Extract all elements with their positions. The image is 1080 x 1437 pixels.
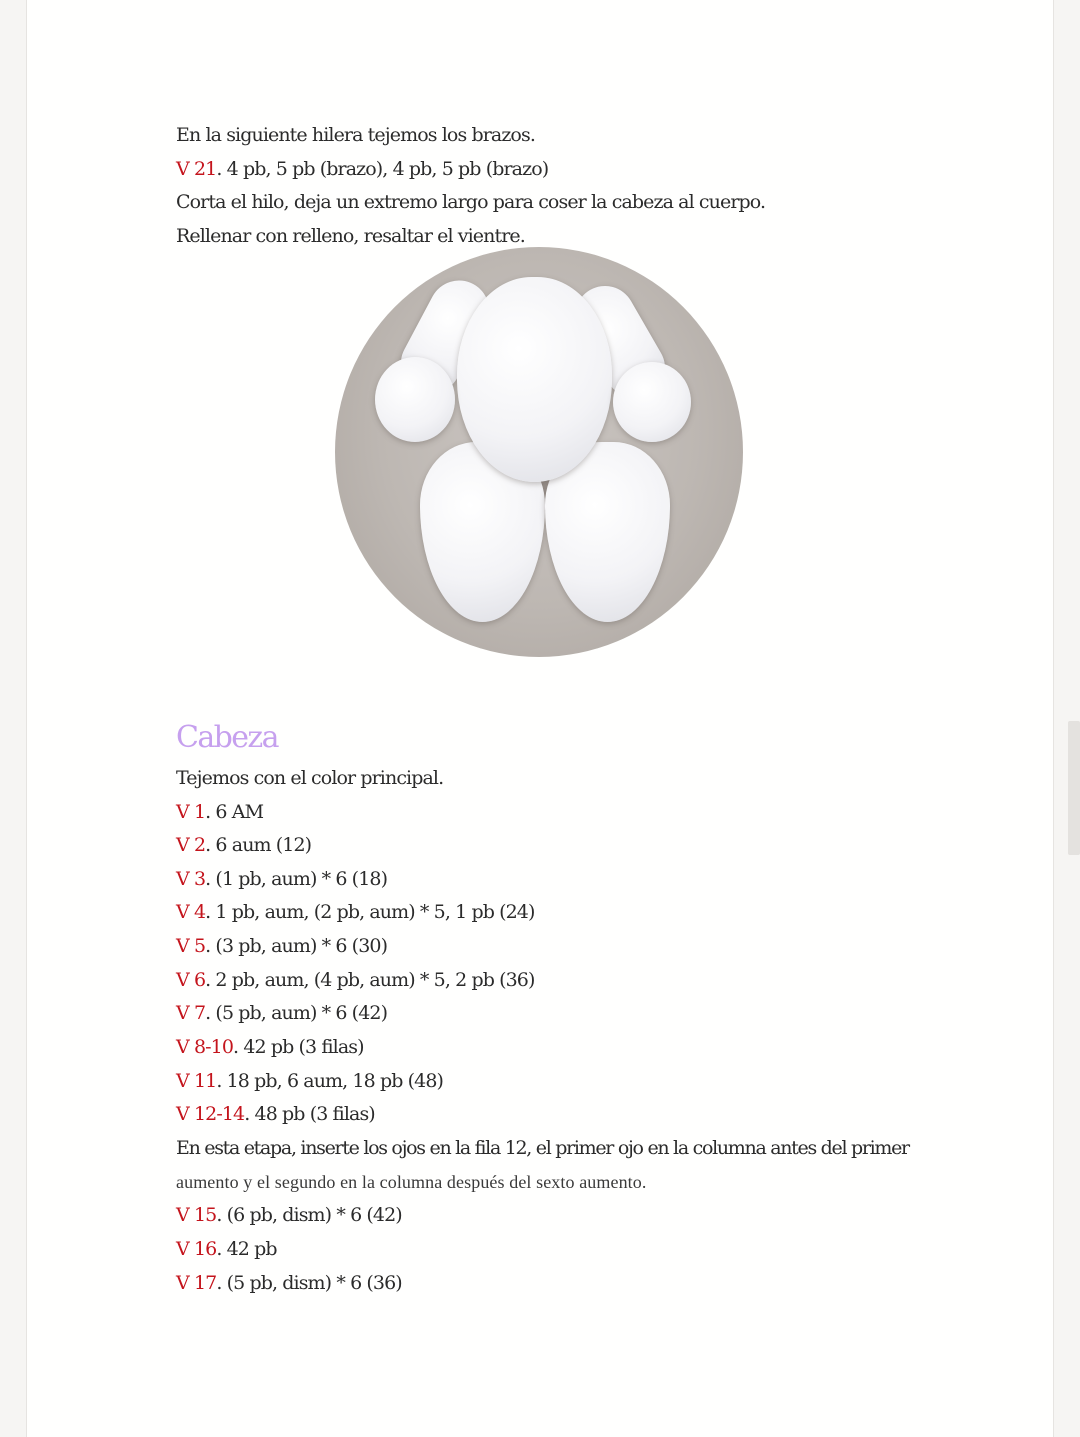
amigurumi-body-photo bbox=[335, 247, 743, 657]
row-label: V 7 bbox=[176, 1002, 206, 1024]
pattern-row bbox=[176, 968, 535, 992]
row-label: V 2 bbox=[176, 834, 206, 856]
row-instructions: . 42 pb (3 filas) bbox=[233, 1036, 364, 1058]
row-instructions: . 6 aum (12) bbox=[205, 834, 312, 856]
row-instructions: . 2 pb, aum, (4 pb, aum) * 5, 2 pb (36) bbox=[205, 969, 535, 991]
pattern-row bbox=[176, 1035, 364, 1059]
row-label: V 15 bbox=[176, 1204, 217, 1226]
eye-placement-note-continued: aumento y el segundo en la columna después del sexto aumento. bbox=[176, 1172, 647, 1192]
section-intro: Tejemos con el color principal. bbox=[176, 767, 444, 789]
vertical-scrollbar[interactable] bbox=[1066, 0, 1080, 1437]
row-label: V 5 bbox=[176, 935, 206, 957]
pattern-row bbox=[176, 1069, 443, 1093]
pattern-row bbox=[176, 1237, 277, 1261]
row-instructions: . (1 pb, aum) * 6 (18) bbox=[205, 868, 388, 890]
photo-right-hand bbox=[613, 362, 691, 442]
row-instructions: . 48 pb (3 filas) bbox=[244, 1103, 375, 1125]
photo-body bbox=[457, 277, 612, 482]
instruction-text: Rellenar con relleno, resaltar el vientre. bbox=[176, 225, 525, 247]
row-label: V 8-10 bbox=[176, 1036, 234, 1058]
pattern-row bbox=[176, 833, 311, 857]
row-instructions: . 1 pb, aum, (2 pb, aum) * 5, 1 pb (24) bbox=[205, 901, 535, 923]
row-instructions: . (5 pb, aum) * 6 (42) bbox=[205, 1002, 388, 1024]
row-label: V 21 bbox=[176, 158, 217, 180]
row-label: V 1 bbox=[176, 801, 206, 823]
section-heading-cabeza: Cabeza bbox=[176, 720, 278, 755]
row-label: V 3 bbox=[176, 868, 206, 890]
row-instructions: . (3 pb, aum) * 6 (30) bbox=[205, 935, 388, 957]
row-label: V 17 bbox=[176, 1272, 217, 1294]
eye-placement-note: En esta etapa, inserte los ojos en la fila 12, el primer ojo en la columna antes del primer bbox=[176, 1137, 909, 1159]
pattern-row bbox=[176, 800, 263, 824]
pattern-row bbox=[176, 1271, 402, 1295]
pattern-row bbox=[176, 1203, 402, 1227]
row-instructions: . 4 pb, 5 pb (brazo), 4 pb, 5 pb (brazo) bbox=[216, 158, 549, 180]
pattern-row bbox=[176, 1102, 375, 1126]
pattern-row bbox=[176, 1001, 387, 1025]
row-label: V 6 bbox=[176, 969, 206, 991]
pattern-row bbox=[176, 867, 387, 891]
pattern-row bbox=[176, 900, 535, 924]
row-label: V 12-14 bbox=[176, 1103, 245, 1125]
photo-left-hand bbox=[375, 357, 455, 442]
row-instructions: . (6 pb, dism) * 6 (42) bbox=[216, 1204, 402, 1226]
pattern-row-v21 bbox=[176, 157, 548, 181]
intro-text: En la siguiente hilera tejemos los brazos. bbox=[176, 124, 535, 146]
scrollbar-thumb[interactable] bbox=[1068, 721, 1080, 855]
row-label: V 4 bbox=[176, 901, 206, 923]
row-instructions: . 6 AM bbox=[205, 801, 264, 823]
document-page bbox=[26, 0, 1054, 1437]
row-instructions: . (5 pb, dism) * 6 (36) bbox=[216, 1272, 402, 1294]
pattern-row bbox=[176, 934, 387, 958]
row-label: V 16 bbox=[176, 1238, 217, 1260]
row-instructions: . 42 pb bbox=[216, 1238, 277, 1260]
row-label: V 11 bbox=[176, 1070, 217, 1092]
instruction-text: Corta el hilo, deja un extremo largo para coser la cabeza al cuerpo. bbox=[176, 191, 766, 213]
row-instructions: . 18 pb, 6 aum, 18 pb (48) bbox=[216, 1070, 444, 1092]
